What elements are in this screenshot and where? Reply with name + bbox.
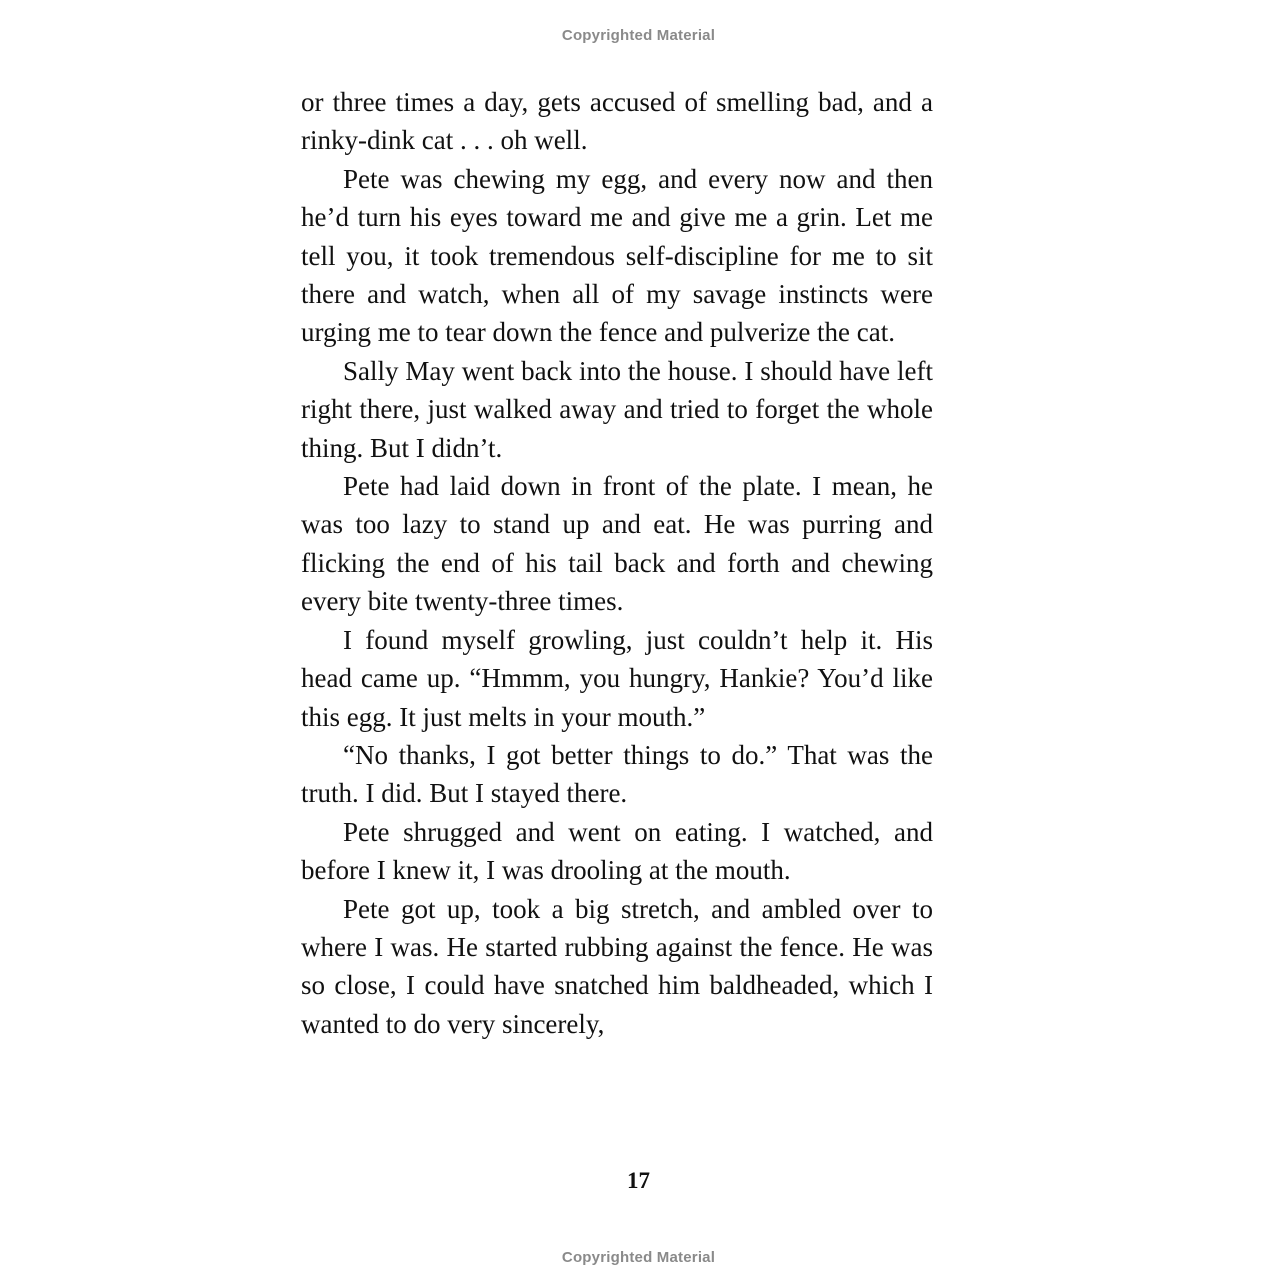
paragraph-7: Pete shrugged and went on eating. I watched, and before I knew it, I was drooling at the mouth. [301, 816, 933, 886]
paragraph-5: I found myself growling, just couldn’t help it. His head came up. “Hmmm, you hungry, Hankie? You’d like this egg. It just melts in your mouth.” [301, 624, 933, 732]
paragraph-8: Pete got up, took a big stretch, and ambled over to where I was. He started rubbing against the fence. He was so close, I could have snatched him baldheaded, which I wanted to do very sincerely, [301, 893, 933, 1039]
paragraph-2: Pete was chewing my egg, and every now and then he’d turn his eyes toward me and give me a grin. Let me tell you, it took tremendous self-discipline for me to sit there and watch, when all of my savage instincts were urging me to tear down the fence and pulverize the cat. [301, 163, 933, 348]
paragraph-6: “No thanks, I got better things to do.” That was the truth. I did. But I stayed there. [301, 739, 933, 809]
page-body-text [301, 83, 933, 1043]
paragraph-1: or three times a day, gets accused of smelling bad, and a rinky-dink cat . . . oh well. [301, 87, 933, 156]
paragraph-3: Sally May went back into the house. I should have left right there, just walked away and tried to forget the whole thing. But I didn’t. [301, 355, 933, 463]
copyright-footer: Copyrighted Material [561, 1249, 716, 1266]
page-number: 17 [627, 1168, 650, 1193]
paragraph-4: Pete had laid down in front of the plate. I mean, he was too lazy to stand up and eat. He was purring and flicking the end of his tail back and forth and chewing every bite twenty-three times. [301, 471, 933, 617]
copyright-header: Copyrighted Material [561, 27, 716, 44]
